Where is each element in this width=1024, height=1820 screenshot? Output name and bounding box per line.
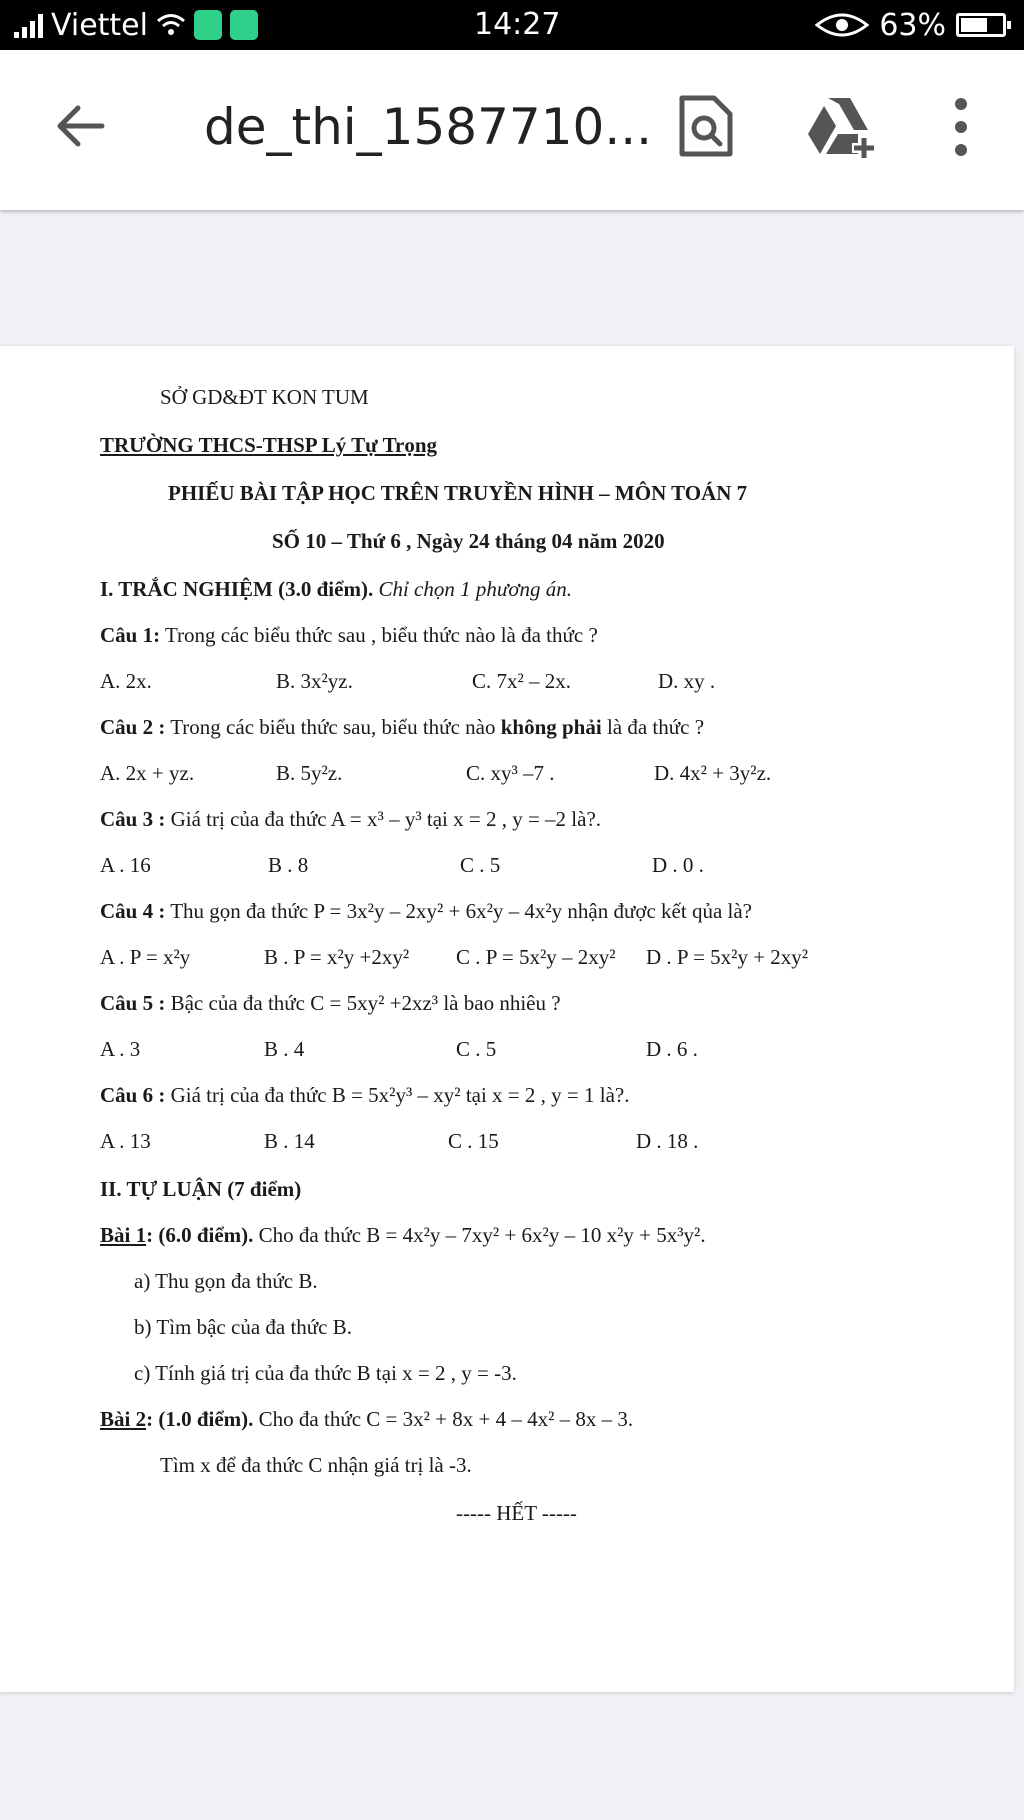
option: C . 15 [448,1129,499,1153]
more-vert-icon[interactable] [944,96,978,158]
question-1 [100,622,598,648]
status-left [14,6,258,44]
end-marker: ----- HẾT ----- [456,1501,577,1525]
option: C. xy³ –7 . [466,761,555,785]
question-label: Câu 1: [100,623,161,647]
question-label: Câu 5 : [100,991,166,1015]
option: D. 4x² + 3y²z. [654,761,772,785]
battery-percent: 63% [879,7,946,43]
app-bar [0,50,1024,210]
issue-line: SỐ 10 – Thứ 6 , Ngày 24 tháng 04 năm 2020 [272,529,665,553]
notification-app-icon [194,10,222,40]
question-emphasis: không phải [500,715,602,739]
bai1-points: : (6.0 điểm). [146,1223,254,1247]
question-label: Câu 2 : [100,715,166,739]
bai1-part-c: c) Tính giá trị của đa thức B tại x = 2 , y = -3. [134,1361,517,1385]
bai2-text: Cho đa thức C = 3x² + 8x + 4 – 4x² – 8x – 3. [253,1407,634,1431]
option: A. 2x + yz. [100,761,195,785]
option: D . P = 5x²y + 2xy² [646,945,809,969]
worksheet-title: PHIẾU BÀI TẬP HỌC TRÊN TRUYỀN HÌNH – MÔN TOÁN 7 [168,481,748,505]
question-4 [100,898,752,924]
option: A. 2x. [100,669,152,693]
bai2-points: : (1.0 điểm). [146,1407,254,1431]
option: C. 7x² – 2x. [472,669,572,693]
option: D . 6 . [646,1037,698,1061]
bai2-label: Bài 2 [100,1407,147,1431]
section2-heading: II. TỰ LUẬN (7 điểm) [100,1177,302,1201]
option: A . 16 [100,853,151,877]
bai1-part-a: a) Thu gọn đa thức B. [134,1269,318,1293]
question-text: Trong các biểu thức sau , biểu thức nào là đa thức ? [160,623,598,647]
question-text: Giá trị của đa thức B = 5x²y³ – xy² tại x = 2 , y = 1 là?. [165,1083,630,1107]
section1-note: Chỉ chọn 1 phương án. [378,577,573,601]
option: A . 13 [100,1129,151,1153]
status-bar [0,0,1024,50]
option: D . 0 . [652,853,704,877]
carrier-name: Viettel [51,7,148,43]
option: C . P = 5x²y – 2xy² [456,945,616,969]
option: D. xy . [658,669,716,693]
notification-app-icon [230,10,258,40]
question-text: là đa thức ? [601,715,705,739]
question-label: Câu 3 : [100,807,166,831]
question-text: Giá trị của đa thức A = x³ – y³ tại x = 2 , y = –2 là?. [165,807,602,831]
eye-icon [815,10,869,40]
clock: 14:27 [474,7,561,42]
bai2-statement [100,1406,633,1432]
battery-icon [956,13,1006,37]
question-label: Câu 4 : [100,899,166,923]
signal-icon [14,12,43,38]
question-3 [100,806,601,832]
question-text: Thu gọn đa thức P = 3x²y – 2xy² + 6x²y – 4x²y nhận được kết qủa là? [165,899,753,923]
option: B. 3x²yz. [276,669,353,693]
bai1-label: Bài 1 [100,1223,147,1247]
bai1-text: Cho đa thức B = 4x²y – 7xy² + 6x²y – 10 x²y + 5x³y². [253,1223,706,1247]
find-in-page-icon[interactable] [676,94,736,158]
bai1-part-b: b) Tìm bậc của đa thức B. [134,1315,353,1339]
question-label: Câu 6 : [100,1083,166,1107]
section1-heading [100,576,572,602]
option: D . 18 . [636,1129,699,1153]
option: B . 4 [264,1037,305,1061]
bai1-statement [100,1222,706,1248]
question-6 [100,1082,629,1108]
wifi-icon [156,10,186,40]
document-page[interactable] [0,346,1014,1692]
section1-label: I. TRẮC NGHIỆM (3.0 điểm). [100,577,374,601]
question-5 [100,990,561,1016]
document-title: de_thi_1587710... [204,98,653,156]
option: B . 14 [264,1129,315,1153]
option: B . 8 [268,853,309,877]
bai2-instruction: Tìm x để đa thức C nhận giá trị là -3. [160,1453,472,1477]
question-text: Trong các biểu thức sau, biểu thức nào [165,715,501,739]
question-text: Bậc của đa thức C = 5xy² +2xz³ là bao nhiêu ? [165,991,561,1015]
option: C . 5 [456,1037,497,1061]
option: A . P = x²y [100,945,191,969]
question-2 [100,714,704,740]
back-arrow-icon[interactable] [50,96,110,156]
option: A . 3 [100,1037,141,1061]
option: C . 5 [460,853,501,877]
drive-add-icon[interactable] [806,96,876,160]
department-header: SỞ GD&ĐT KON TUM [160,385,369,409]
option: B . P = x²y +2xy² [264,945,410,969]
school-name: TRƯỜNG THCS-THSP Lý Tự Trọng [100,433,438,457]
status-right [815,6,1006,44]
option: B. 5y²z. [276,761,343,785]
